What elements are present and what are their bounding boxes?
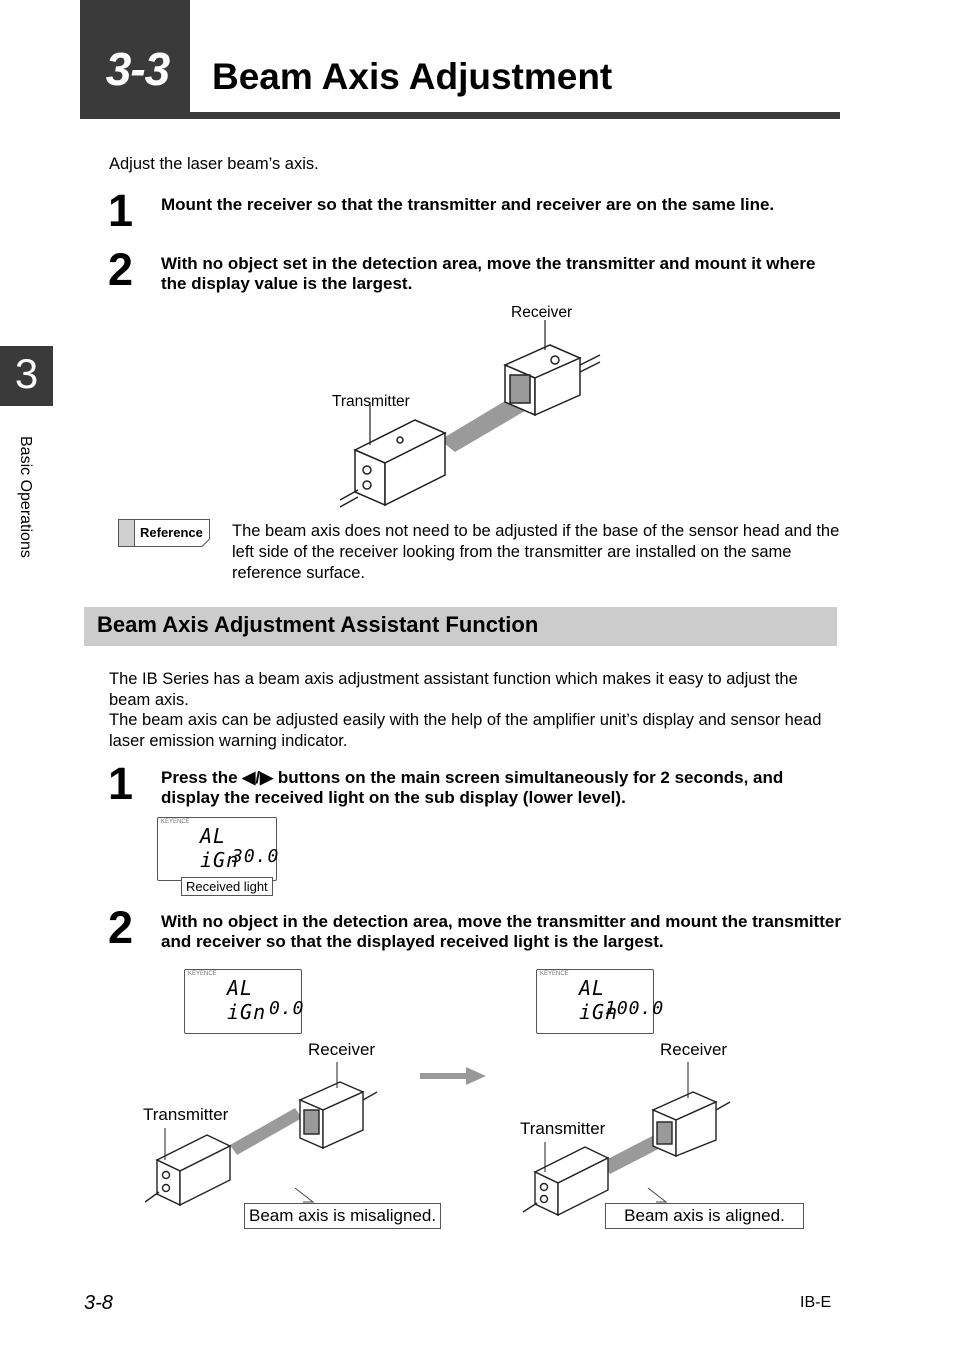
chapter-tab-number: 3 [14, 350, 39, 397]
amplifier-display [536, 969, 665, 1034]
display-top-value: AL iGn [579, 976, 619, 1024]
page-number: 3-8 [84, 1292, 113, 1314]
amplifier-display [184, 969, 305, 1034]
step-text: Press the ◀/▶ buttons on the main screen simultaneously for 2 seconds, and display the received light on the sub display (lower level). [161, 768, 784, 807]
laser-beam [230, 1108, 302, 1155]
section-paragraph: The beam axis can be adjusted easily with the help of the amplifier unit’s display and sensor head laser emission warning indicator. [109, 711, 822, 750]
display-brand: KEYENCE [188, 971, 217, 977]
aligned-illustration [520, 1060, 760, 1220]
display-bottom-value: 30.0 [232, 846, 280, 867]
step-number: 1 [108, 185, 134, 236]
transmitter-label: Transmitter [520, 1119, 606, 1138]
transmitter-label: Transmitter [143, 1105, 229, 1124]
reference-text: The beam axis does not need to be adjusted if the base of the sensor head and the left side of the receiver looking from the transmitter are installed on the same reference surface. [232, 522, 840, 582]
chapter-number: 3-3 [105, 43, 170, 95]
display-top-value: AL iGn [227, 976, 267, 1024]
receiver-unit [505, 345, 600, 415]
step-text: With no object set in the detection area, move the transmitter and mount it where the display value is the largest. [161, 254, 816, 293]
display-bottom-value: 100.0 [605, 998, 665, 1019]
display-bottom-value: 0.0 [269, 998, 305, 1019]
display-brand: KEYENCE [540, 971, 569, 977]
step-text: With no object in the detection area, move the transmitter and mount the transmitter and receiver so that the displayed received light is the largest. [161, 912, 841, 951]
received-light-caption: Received light [181, 877, 273, 896]
step-number: 2 [108, 902, 134, 953]
reference-badge-label: Reference [140, 525, 203, 540]
intro-text: Adjust the laser beam’s axis. [109, 155, 319, 173]
misaligned-illustration [145, 1060, 385, 1220]
transmitter-unit [523, 1147, 608, 1215]
step-number: 2 [108, 244, 134, 295]
transmitter-unit [340, 420, 445, 507]
chapter-tab-label: Basic Operations [17, 436, 34, 558]
receiver-unit [653, 1092, 730, 1156]
aligned-caption: Beam axis is aligned. [605, 1203, 804, 1229]
receiver-unit [300, 1082, 377, 1148]
receiver-label: Receiver [308, 1040, 376, 1059]
document-code: IB-E [800, 1294, 832, 1311]
transmitter-unit [145, 1135, 230, 1205]
caption-pointer [648, 1188, 666, 1202]
sensor-illustration [330, 320, 620, 510]
page-title: Beam Axis Adjustment [212, 56, 613, 97]
transmitter-label: Transmitter [332, 393, 410, 410]
section-paragraph: The IB Series has a beam axis adjustment assistant function which makes it easy to adjust the beam axis. [109, 670, 798, 709]
title-rule [80, 112, 840, 119]
display-top-value: AL iGn [200, 824, 240, 872]
display-brand: KEYENCE [161, 819, 190, 825]
misaligned-caption: Beam axis is misaligned. [244, 1203, 441, 1229]
receiver-label: Receiver [660, 1040, 728, 1059]
receiver-label: Receiver [511, 304, 573, 321]
arrow-right-icon [420, 1067, 488, 1085]
section-title: Beam Axis Adjustment Assistant Function [97, 612, 539, 637]
caption-pointer [295, 1188, 313, 1202]
step-number: 1 [108, 758, 134, 809]
amplifier-display [157, 817, 280, 881]
step-text: Mount the receiver so that the transmitter and receiver are on the same line. [161, 195, 775, 214]
